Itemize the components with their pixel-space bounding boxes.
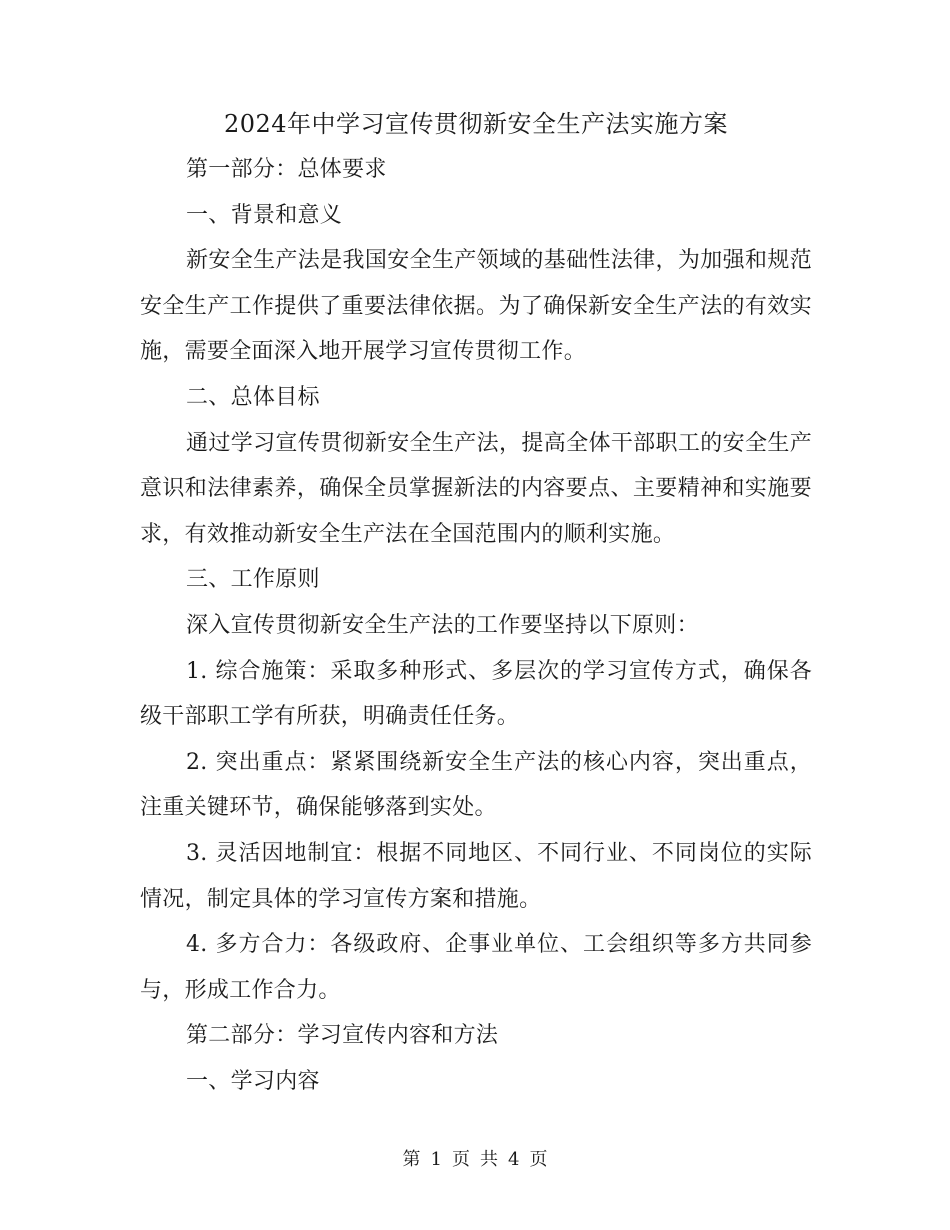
document-body (140, 102, 812, 1104)
footer-page-prefix: 第 (402, 1149, 421, 1170)
paragraph-principles-intro: 深入宣传贯彻新安全生产法的工作要坚持以下原则： (186, 612, 699, 638)
subheading-background: 一、背景和意义 (186, 202, 343, 228)
page-footer (0, 1145, 950, 1175)
paragraph-background: 新安全生产法是我国安全生产领域的基础性法律，为加强和规范安全生产工作提供了重要法律依据。为了确保新安全生产法的有效实施，需要全面深入地开展学习宣传贯彻工作。 (140, 248, 812, 365)
paragraph-goal: 通过学习宣传贯彻新安全生产法，提高全体干部职工的安全生产意识和法律素养，确保全员掌握新法的内容要点、主要精神和实施要求，有效推动新安全生产法在全国范围内的顺利实施。 (140, 430, 812, 547)
footer-total-pages: 4 (508, 1149, 520, 1170)
list-item-principle-2: 2. 突出重点：紧紧围绕新安全生产法的核心内容，突出重点，注重关键环节，确保能够落到实处。 (140, 749, 812, 821)
footer-current-page: 1 (430, 1149, 442, 1170)
footer-total-label: 共 (480, 1149, 498, 1170)
subheading-principles: 三、工作原则 (186, 567, 320, 593)
footer-page-suffix: 页 (529, 1149, 548, 1170)
footer-page-mid: 页 (452, 1149, 470, 1170)
document-title: 2024年中学习宣传贯彻新安全生产法实施方案 (223, 110, 729, 138)
subheading-study-content: 一、学习内容 (186, 1068, 320, 1094)
list-item-principle-3: 3. 灵活因地制宜：根据不同地区、不同行业、不同岗位的实际情况，制定具体的学习宣传方案和措施。 (140, 840, 812, 912)
list-item-principle-1: 1. 综合施策：采取多种形式、多层次的学习宣传方式，确保各级干部职工学有所获，明确责任任务。 (140, 658, 812, 730)
section-heading-part-one: 第一部分：总体要求 (186, 157, 387, 182)
subheading-goal: 二、总体目标 (186, 384, 320, 410)
section-heading-part-two: 第二部分：学习宣传内容和方法 (186, 1023, 499, 1049)
list-item-principle-4: 4. 多方合力：各级政府、企事业单位、工会组织等多方共同参与，形成工作合力。 (140, 932, 812, 1003)
